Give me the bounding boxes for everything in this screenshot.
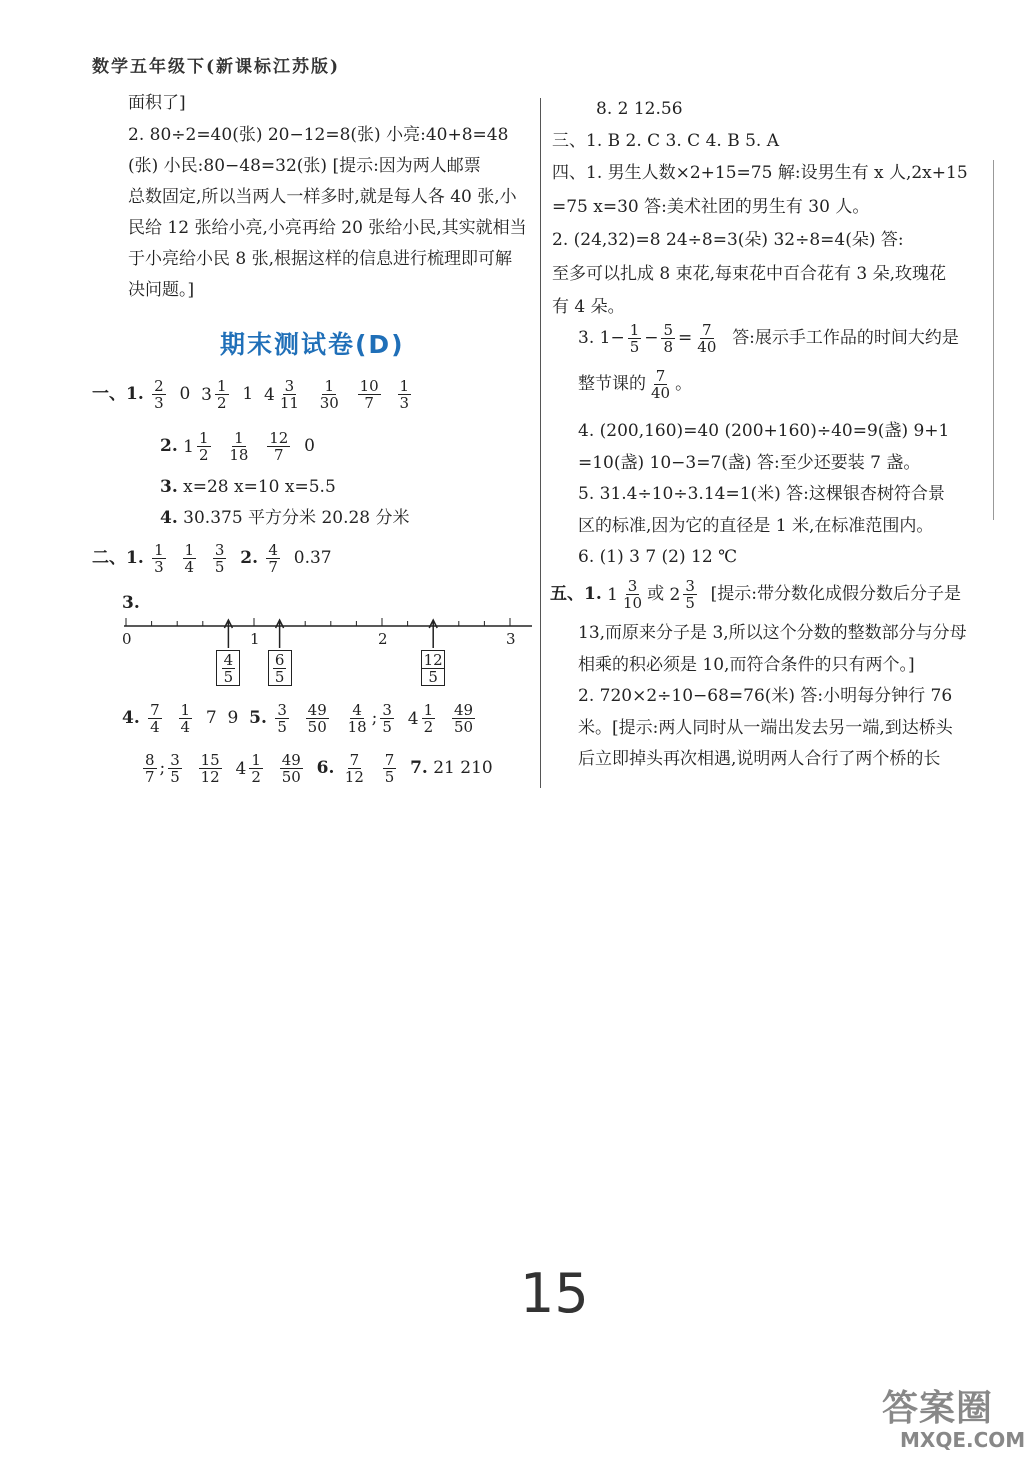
s3-answers: 三、1. B 2. C 3. C 4. B 5. A [552, 131, 780, 151]
fraction: $\frac{3}{5}$ [214, 541, 225, 576]
fraction: $\frac{8}{7}$ [145, 751, 155, 786]
fraction: $\frac{1}{4}$ [180, 701, 191, 736]
section-title: 期末测试卷(D) [220, 330, 405, 359]
fraction: $\frac{15}{12}$ [200, 751, 220, 786]
number-line-tick-label: 2 [378, 630, 388, 648]
text-line: 决问题。] [128, 280, 195, 300]
number-line-tick-label: 3 [506, 630, 516, 648]
fraction: $\frac{49}{50}$ [307, 701, 327, 736]
fraction: $\frac{3}{5}$ [382, 701, 392, 736]
continued-text: 面积了] [128, 93, 186, 113]
page-header: 数学五年级下(新课标江苏版) [92, 57, 341, 77]
watermark-logo: 答案圈 [882, 1388, 994, 1429]
text-line: 有 4 朵。 [552, 297, 625, 317]
fraction: $\frac{1}{18}$ [229, 429, 249, 464]
s2-q3-label: 3. [122, 593, 140, 613]
number-line-box [216, 650, 240, 686]
number-line-arrow [429, 620, 437, 648]
fraction: $\frac{4}{5}$ [223, 650, 234, 686]
mixed-number: 1 $\frac{3}{10}$ [607, 577, 643, 612]
fraction: $\frac{6}{5}$ [274, 650, 285, 686]
mixed-number: 3 $\frac{1}{2}$ [201, 377, 227, 412]
text-line: 相乘的积必须是 10,而符合条件的只有两个。] [578, 654, 915, 675]
number-line-box [268, 650, 292, 686]
fraction: $\frac{3}{5}$ [170, 751, 180, 786]
text-line: =75 x=30 答:美术社团的男生有 30 人。 [552, 196, 870, 217]
s1-q1-row: 一、1. $\frac{2}{3}$ 0 3 $\frac{1}{2}$ 1 4 $\frac{3}{11}$ $\frac{1}{30}$ $\frac{10}{7}$ $\frac{1}{3}$ [92, 377, 410, 412]
column-divider [540, 98, 541, 788]
text-line: 2. 80÷2=40(张) 20−12=8(张) 小亮:40+8=48 [128, 125, 509, 145]
number-line-arrows [118, 618, 538, 654]
fraction: $\frac{2}{3}$ [154, 377, 164, 412]
text-line: 米。[提示:两人同时从一端出发去另一端,到达桥头 [578, 717, 953, 738]
fraction: $\frac{5}{8}$ [663, 321, 674, 356]
number-line-box [421, 650, 445, 686]
text-line: 于小亮给小民 8 张,根据这样的信息进行梳理即可解 [128, 249, 513, 269]
text-line: 区的标准,因为它的直径是 1 米,在标准范围内。 [578, 515, 934, 536]
fraction: $\frac{12}{5}$ [423, 650, 443, 686]
fraction: $\frac{1}{3}$ [399, 377, 410, 412]
text-line: 至多可以扎成 8 束花,每束花中百合花有 3 朵,玫瑰花 [552, 263, 947, 284]
s1-q4-row: 4. 30.375 平方分米 20.28 分米 [160, 508, 410, 528]
text-line: 4. (200,160)=40 (200+160)÷40=9(盏) 9+1 [578, 421, 950, 441]
number-line-tick-label: 1 [250, 630, 260, 648]
fraction: $\frac{7}{4}$ [150, 701, 160, 736]
s1-q3-row: 3. x=28 x=10 x=5.5 [160, 477, 336, 497]
text-line: 13,而原来分子是 3,所以这个分数的整数部分与分母 [578, 623, 967, 643]
fraction: $\frac{4}{7}$ [268, 541, 278, 576]
fraction: $\frac{49}{50}$ [281, 751, 301, 786]
mixed-number: 4 $\frac{3}{11}$ [263, 377, 299, 412]
mixed-number: 2 $\frac{3}{5}$ [669, 577, 695, 612]
text-line: 后立即掉头再次相遇,说明两人合行了两个桥的长 [578, 749, 941, 769]
text-line: 民给 12 张给小亮,小亮再给 20 张给小民,其实就相当 [128, 218, 527, 238]
text-line: 总数固定,所以当两人一样多时,就是每人各 40 张,小 [128, 187, 517, 207]
text-line: 2. 720×2÷10−68=76(米) 答:小明每分钟行 76 [578, 686, 953, 706]
text-line: 2. (24,32)=8 24÷8=3(朵) 32÷8=4(朵) 答: [552, 230, 904, 250]
fraction: $\frac{7}{40}$ [651, 367, 671, 402]
fraction: $\frac{1}{5}$ [629, 321, 640, 356]
fraction: $\frac{4}{18}$ [347, 701, 367, 736]
handwritten-page-number: 15 [520, 1262, 589, 1325]
s4-q3-row: 3. 1− $\frac{1}{5}$ − $\frac{5}{8}$ = $\frac{7}{40}$ 答:展示手工作品的时间大约是 [578, 321, 959, 356]
fraction: $\frac{12}{7}$ [269, 429, 289, 464]
fraction: $\frac{7}{12}$ [344, 751, 364, 786]
s2-q5-q7-row: $\frac{8}{7}$ ; $\frac{3}{5}$ $\frac{15}{12}$ 4 $\frac{1}{2}$ $\frac{49}{50}$ 6. $\frac{7}{12}$ $\frac{7}{5}$ 7. 21 210 [145, 751, 493, 786]
fraction: $\frac{1}{4}$ [184, 541, 195, 576]
s2-q4-q5-row: 4. $\frac{7}{4}$ $\frac{1}{4}$ 7 9 5. $\frac{3}{5}$ $\frac{49}{50}$ $\frac{4}{18}$ ; $\frac{3}{5}$ 4 $\frac{1}{2}$ $\frac{49}{50}$ [122, 701, 474, 736]
fraction: $\frac{10}{7}$ [359, 377, 379, 412]
fraction: $\frac{1}{30}$ [319, 377, 339, 412]
s2-q1-row: 二、1. $\frac{1}{3}$ $\frac{1}{4}$ $\frac{3}{5}$ 2. $\frac{4}{7}$ 0.37 [92, 541, 332, 576]
mixed-number: 1 $\frac{1}{2}$ [183, 429, 209, 464]
mixed-number: 4 $\frac{1}{2}$ [235, 751, 261, 786]
number-line-arrow [224, 620, 232, 648]
fraction: $\frac{1}{3}$ [154, 541, 164, 576]
s5-q1-row: 五、1. 1 $\frac{3}{10}$ 或 2 $\frac{3}{5}$ [提示:带分数化成假分数后分子是 [550, 577, 962, 612]
number-line-tick-label: 0 [122, 630, 132, 648]
fraction: $\frac{7}{5}$ [384, 751, 395, 786]
text-line: =10(盏) 10−3=7(盏) 答:至少还要装 7 盏。 [578, 452, 921, 473]
q8-answer: 8. 2 12.56 [596, 99, 683, 119]
text-line: (张) 小民:80−48=32(张) [提示:因为两人邮票 [128, 156, 481, 176]
fraction: $\frac{49}{50}$ [453, 701, 474, 736]
mixed-number: 4 $\frac{1}{2}$ [407, 701, 434, 736]
watermark-url: MXQE.COM [900, 1428, 1025, 1452]
s1-q2-row: 2. 1 $\frac{1}{2}$ $\frac{1}{18}$ $\frac{12}{7}$ 0 [160, 429, 315, 464]
s1-label: 一、1. [92, 384, 144, 404]
text-line: 5. 31.4÷10÷3.14=1(米) 答:这棵银杏树符合景 [578, 484, 945, 504]
number-line-arrow [276, 620, 284, 648]
right-edge-line [993, 160, 994, 520]
fraction: $\frac{7}{40}$ [697, 321, 717, 356]
text-line: 6. (1) 3 7 (2) 12 ℃ [578, 547, 738, 567]
s4-q3-row2: 整节课的 $\frac{7}{40}$ 。 [578, 367, 693, 402]
fraction: $\frac{3}{5}$ [277, 701, 287, 736]
text-line: 四、1. 男生人数×2+15=75 解:设男生有 x 人,2x+15 [552, 163, 968, 183]
